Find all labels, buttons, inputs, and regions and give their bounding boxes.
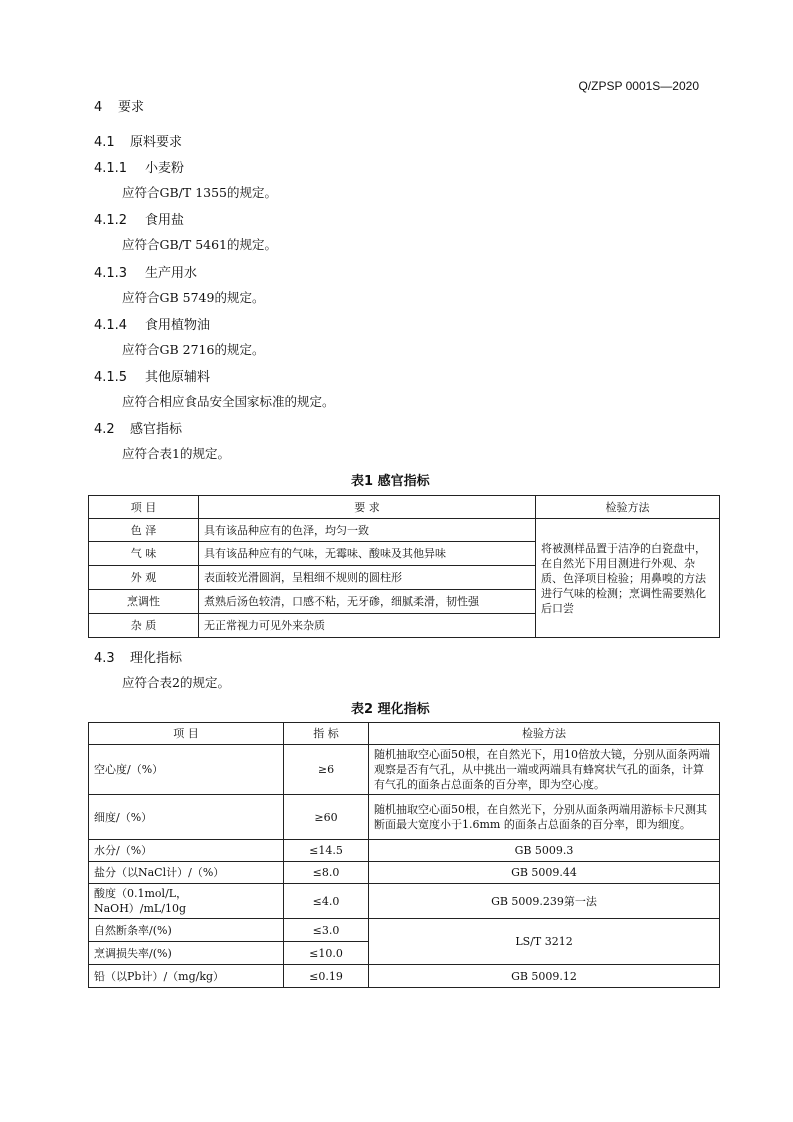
table-row (89, 795, 720, 840)
table-row (89, 519, 720, 542)
section-4-1-3-text: 应符合GB 5749的规定。 (122, 290, 265, 305)
document-code: Q/ZPSP 0001S—2020 (578, 79, 699, 93)
row-method: GB 5009.239第一法 (369, 884, 720, 919)
section-4-1-2-text: 应符合GB/T 5461的规定。 (122, 237, 278, 252)
table-1-sensory (88, 495, 720, 638)
section-4-2-text: 应符合表1的规定。 (122, 446, 230, 461)
row-item: 烹调损失率/(%) (89, 942, 284, 965)
section-4-1-3-heading: 4.1.3 生产用水 (94, 266, 198, 281)
row-item: 自然断条率/(%) (89, 919, 284, 942)
row-method: GB 5009.12 (369, 965, 720, 988)
row-method: 随机抽取空心面50根，在自然光下，分别从面条两端用游标卡尺测其断面最大宽度小于1.6mm 的面条占总面条的百分率，即为细度。 (369, 795, 720, 840)
section-4-1-2-heading: 4.1.2 食用盐 (94, 213, 185, 228)
header-method: 检验方法 (536, 496, 720, 519)
table-row (89, 862, 720, 884)
row-value: ≤4.0 (284, 884, 369, 919)
row-value: ≤10.0 (284, 942, 369, 965)
table-row (89, 840, 720, 862)
section-4-heading: 4 要求 (94, 100, 145, 115)
header-requirement: 要 求 (199, 496, 536, 519)
row-item: 杂 质 (89, 614, 199, 638)
inspection-method: 将被测样品置于洁净的白瓷盘中，在自然光下用目测进行外观、杂质、色泽项目检验；用鼻嗅的方法进行气味的检测；烹调性需要熟化后口尝 (536, 519, 720, 638)
table-2-caption: 表2 理化指标 (351, 702, 430, 717)
row-item: 气 味 (89, 542, 199, 566)
row-item: 铅（以Pb计）/（mg/kg） (89, 965, 284, 988)
table-row (89, 919, 720, 942)
header-item: 项 目 (89, 723, 284, 745)
header-method: 检验方法 (369, 723, 720, 745)
table-row (89, 884, 720, 919)
row-item: 水分/（%） (89, 840, 284, 862)
row-item: 细度/（%） (89, 795, 284, 840)
row-method: LS/T 3212 (369, 919, 720, 965)
table-1-caption: 表1 感官指标 (351, 474, 430, 489)
row-value: ≤8.0 (284, 862, 369, 884)
table-header-row (89, 723, 720, 745)
table-row (89, 745, 720, 795)
section-4-1-5-heading: 4.1.5 其他原辅料 (94, 370, 211, 385)
row-requirement: 煮熟后汤色较清，口感不粘，无牙碜，细腻柔滑，韧性强 (199, 590, 536, 614)
section-4-1-1-text: 应符合GB/T 1355的规定。 (122, 185, 278, 200)
row-method: 随机抽取空心面50根，在自然光下，用10倍放大镜，分别从面条两端观察是否有气孔，从中挑出一端或两端具有蜂窝状气孔的面条，计算有气孔的面条占总面条的百分率，即为空心度。 (369, 745, 720, 795)
header-item: 项 目 (89, 496, 199, 519)
section-4-1-5-text: 应符合相应食品安全国家标准的规定。 (122, 394, 335, 409)
row-item: 烹调性 (89, 590, 199, 614)
row-method: GB 5009.3 (369, 840, 720, 862)
section-4-2-heading: 4.2 感官指标 (94, 422, 183, 437)
row-item: 外 观 (89, 566, 199, 590)
row-value: ≤14.5 (284, 840, 369, 862)
row-requirement: 具有该品种应有的色泽，均匀一致 (199, 519, 536, 542)
row-item: 酸度（0.1mol/L，NaOH）/mL/10g (89, 884, 284, 919)
row-value: ≥60 (284, 795, 369, 840)
section-4-1-heading: 4.1 原料要求 (94, 135, 183, 150)
row-item: 空心度/（%） (89, 745, 284, 795)
row-item: 色 泽 (89, 519, 199, 542)
row-value: ≤0.19 (284, 965, 369, 988)
section-4-1-4-heading: 4.1.4 食用植物油 (94, 318, 211, 333)
row-item: 盐分（以NaCl计）/（%） (89, 862, 284, 884)
table-row (89, 965, 720, 988)
section-4-3-heading: 4.3 理化指标 (94, 651, 183, 666)
row-requirement: 无正常视力可见外来杂质 (199, 614, 536, 638)
table-header-row (89, 496, 720, 519)
section-4-1-4-text: 应符合GB 2716的规定。 (122, 342, 265, 357)
row-value: ≥6 (284, 745, 369, 795)
row-method: GB 5009.44 (369, 862, 720, 884)
section-4-3-text: 应符合表2的规定。 (122, 675, 230, 690)
section-4-1-1-heading: 4.1.1 小麦粉 (94, 161, 185, 176)
row-requirement: 表面较光滑圆润，呈粗细不规则的圆柱形 (199, 566, 536, 590)
row-requirement: 具有该品种应有的气味，无霉味、酸味及其他异味 (199, 542, 536, 566)
table-2-physicochemical (88, 722, 720, 988)
row-value: ≤3.0 (284, 919, 369, 942)
header-index: 指 标 (284, 723, 369, 745)
